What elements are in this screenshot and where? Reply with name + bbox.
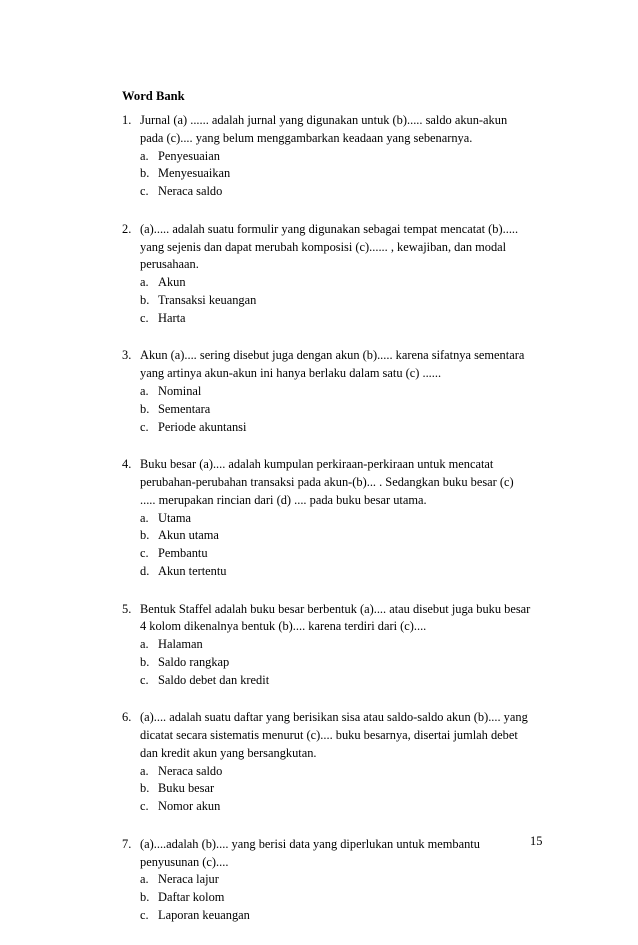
question-text-line: Jurnal (a) ...... adalah jurnal yang digunakan untuk (b)..... saldo akun-akun [140, 113, 508, 127]
question-item [122, 221, 552, 328]
answer-option [140, 310, 552, 328]
option-text: Saldo rangkap [158, 654, 230, 669]
option-letter: b. [140, 654, 150, 669]
option-text: Transaksi keuangan [158, 292, 257, 307]
question-text-line: yang artinya akun-akun ini hanya berlaku dalam satu (c) ...... [140, 366, 442, 381]
option-letter: c. [140, 419, 149, 434]
question-text-line: (a).... adalah suatu daftar yang berisikan sisa atau saldo-saldo akun (b).... yang [140, 710, 528, 725]
option-text: Neraca saldo [158, 184, 223, 199]
option-letter: a. [140, 275, 149, 290]
question-text-line: 4 kolom dikenalnya bentuk (b).... karena terdiri dari (c).... [140, 619, 427, 634]
question-text-line: ..... merupakan rincian dari (d) .... pada buku besar utama. [140, 492, 427, 507]
answer-option [140, 527, 552, 545]
option-text: Penyesuaian [158, 148, 220, 163]
answer-option [140, 292, 552, 310]
option-text: Harta [158, 310, 186, 325]
answer-option [140, 636, 552, 654]
question-item [122, 709, 552, 816]
answer-option [140, 798, 552, 816]
question-text-line: (a)..... adalah suatu formulir yang digunakan sebagai tempat mencatat (b)..... [140, 221, 519, 236]
question-number: 4. [122, 457, 132, 472]
question-list [122, 112, 552, 945]
option-text: Nomor akun [158, 799, 221, 814]
option-letter: c. [140, 546, 149, 561]
answer-option [140, 419, 552, 437]
option-text: Akun tertentu [158, 563, 227, 578]
question-number: 7. [122, 836, 132, 851]
question-item [122, 601, 552, 690]
option-text: Saldo debet dan kredit [158, 672, 270, 687]
question-text-line: (a)....adalah (b).... yang berisi data yang diperlukan untuk membantu [140, 836, 480, 851]
option-letter: a. [140, 148, 149, 163]
answer-option [140, 907, 552, 925]
question-text-line: perubahan-perubahan transaksi pada akun-(b)... . Sedangkan buku besar (c) [140, 474, 514, 489]
question-text-line: penyusunan (c).... [140, 854, 229, 869]
question-text-line: Buku besar (a).... adalah kumpulan perkiraan-perkiraan untuk mencatat [140, 457, 494, 472]
option-letter: a. [140, 510, 149, 525]
option-letter: d. [140, 563, 150, 578]
question-text-line: dan kredit akun yang bersangkutan. [140, 745, 317, 760]
answer-option [140, 672, 552, 690]
option-text: Utama [158, 510, 192, 525]
option-letter: c. [140, 184, 149, 199]
option-text: Sementara [158, 401, 211, 416]
answer-option [140, 763, 552, 781]
answer-option [140, 889, 552, 907]
question-number: 2. [122, 221, 132, 236]
option-text: Laporan keuangan [158, 908, 250, 923]
answer-option [140, 563, 552, 581]
question-item [122, 836, 552, 925]
answer-option [140, 183, 552, 201]
option-letter: a. [140, 763, 149, 778]
answer-option [140, 274, 552, 292]
answer-option [140, 165, 552, 183]
page-number: 15 [530, 834, 543, 848]
question-text-line: Akun (a).... sering disebut juga dengan akun (b)..... karena sifatnya sementara [140, 348, 525, 363]
question-number: 3. [122, 348, 132, 363]
question-text-line: Bentuk Staffel adalah buku besar berbentuk (a).... atau disebut juga buku besar [140, 601, 531, 616]
option-letter: b. [140, 401, 150, 416]
question-item [122, 112, 552, 201]
answer-option [140, 871, 552, 889]
option-text: Neraca saldo [158, 763, 223, 778]
option-letter: b. [140, 166, 150, 181]
option-text: Akun utama [158, 528, 219, 543]
question-text-line: yang sejenis dan dapat merubah komposisi (c)...... , kewajiban, dan modal [140, 239, 507, 254]
page-title: Word Bank [122, 89, 185, 103]
option-letter: b. [140, 528, 150, 543]
option-letter: c. [140, 672, 149, 687]
option-text: Daftar kolom [158, 890, 225, 905]
question-text-line: perusahaan. [140, 257, 199, 272]
option-text: Neraca lajur [158, 872, 219, 887]
option-letter: c. [140, 799, 149, 814]
question-item [122, 347, 552, 436]
answer-option [140, 780, 552, 798]
answer-option [140, 383, 552, 401]
answer-option [140, 510, 552, 528]
question-number: 1. [122, 113, 132, 127]
option-text: Menyesuaikan [158, 166, 231, 181]
question-text-line: pada (c).... yang belum menggambarkan keadaan yang sebenarnya. [140, 130, 473, 145]
option-letter: b. [140, 890, 150, 905]
option-text: Pembantu [158, 546, 208, 561]
answer-option [140, 545, 552, 563]
option-text: Akun [158, 275, 186, 290]
answer-option [140, 654, 552, 672]
answer-option [140, 401, 552, 419]
question-number: 6. [122, 710, 132, 725]
option-letter: a. [140, 872, 149, 887]
option-text: Periode akuntansi [158, 419, 247, 434]
question-number: 5. [122, 601, 132, 616]
option-text: Nominal [158, 383, 202, 398]
option-letter: a. [140, 637, 149, 652]
option-letter: c. [140, 908, 149, 923]
question-item [122, 456, 552, 581]
question-text-line: dicatat secara sistematis menurut (c).... buku besarnya, disertai jumlah debet [140, 728, 518, 743]
option-text: Halaman [158, 637, 203, 652]
option-letter: b. [140, 292, 150, 307]
option-text: Buku besar [158, 781, 215, 796]
option-letter: b. [140, 781, 150, 796]
option-letter: c. [140, 310, 149, 325]
option-letter: a. [140, 383, 149, 398]
answer-option [140, 148, 552, 166]
